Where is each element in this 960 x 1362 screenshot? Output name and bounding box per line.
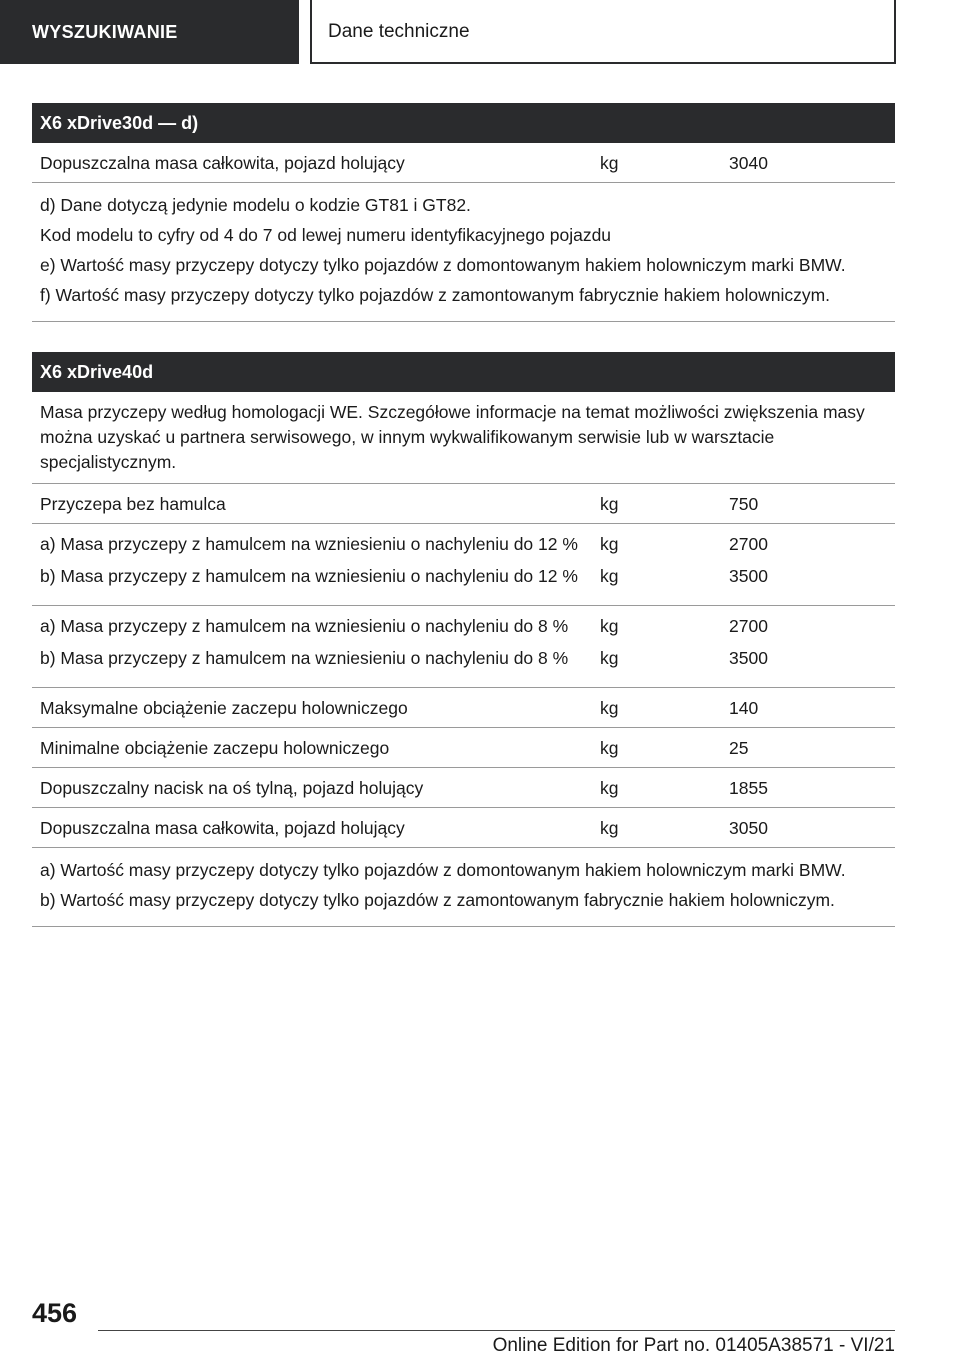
footnotes xyxy=(32,183,895,322)
row-unit xyxy=(600,533,729,597)
row-value xyxy=(729,615,895,679)
row-unit-b: kg xyxy=(600,566,619,586)
footnote: a) Wartość masy przyczepy dotyczy tylko pojazdów z domontowanym hakiem holowniczym marki BMW. xyxy=(40,860,846,880)
content xyxy=(32,103,895,927)
table-row xyxy=(32,524,895,606)
row-value: 1855 xyxy=(729,778,768,798)
row-value-b: 3500 xyxy=(729,648,768,668)
row-unit-b: kg xyxy=(600,648,619,668)
row-value: 140 xyxy=(729,698,759,718)
footnote: b) Wartość masy przyczepy dotyczy tylko pojazdów z zamontowanym fabrycznie hakiem holowniczym. xyxy=(40,890,835,910)
row-label-a: a) Masa przyczepy z hamulcem na wzniesieniu o nachyleniu do 8 % xyxy=(40,616,569,636)
footnote: d) Dane dotyczą jedynie modelu o kodzie GT81 i GT82. xyxy=(40,195,471,215)
footnote: Kod modelu to cyfry od 4 do 7 od lewej numeru identyfikacyjnego pojazdu xyxy=(40,225,612,245)
row-value: 750 xyxy=(729,494,759,514)
table-row xyxy=(32,688,895,728)
section-description: Masa przyczepy według homologacji WE. Szczegółowe informacje na temat możliwości zwiększenia masy można uzyskać u partnera serwisowego, w innym wykwalifikowanym serwisie lub w warsztacie specjalistycznym. xyxy=(32,392,895,484)
row-label: Dopuszczalny nacisk na oś tylną, pojazd holujący xyxy=(40,778,424,798)
table-row xyxy=(32,728,895,768)
row-label xyxy=(40,615,600,679)
row-value: 25 xyxy=(729,738,749,758)
row-label: Maksymalne obciążenie zaczepu holowniczego xyxy=(40,698,408,718)
row-value-a: 2700 xyxy=(729,616,768,636)
page-number: 456 xyxy=(32,1298,78,1328)
footer-divider xyxy=(98,1330,895,1331)
footer-edition xyxy=(280,1333,895,1359)
row-value-b: 3500 xyxy=(729,566,768,586)
row-unit: kg xyxy=(600,778,619,798)
row-value: 3050 xyxy=(729,818,768,838)
row-value xyxy=(729,533,895,597)
section-header-xdrive30d: X6 xDrive30d — d) xyxy=(32,103,895,143)
footnote: f) Wartość masy przyczepy dotyczy tylko pojazdów z zamontowanym fabrycznie hakiem holowniczym. xyxy=(40,285,831,305)
row-label: Dopuszczalna masa całkowita, pojazd holujący xyxy=(40,818,405,838)
search-tab[interactable]: WYSZUKIWANIE xyxy=(0,0,299,64)
row-unit: kg xyxy=(600,698,619,718)
row-unit-a: kg xyxy=(600,534,619,554)
row-label-b: b) Masa przyczepy z hamulcem na wzniesieniu o nachyleniu do 12 % xyxy=(40,566,578,586)
edition-text: Online Edition for Part no. 01405A38571 - VI/21 xyxy=(492,1335,895,1356)
top-bar xyxy=(0,0,960,66)
row-unit: kg xyxy=(600,738,619,758)
section-title-tab[interactable]: Dane techniczne xyxy=(310,0,896,64)
section-header-xdrive40d: X6 xDrive40d xyxy=(32,352,895,392)
row-label-a: a) Masa przyczepy z hamulcem na wzniesieniu o nachyleniu do 12 % xyxy=(40,534,578,554)
table-row xyxy=(32,143,895,183)
row-label-b: b) Masa przyczepy z hamulcem na wzniesieniu o nachyleniu do 8 % xyxy=(40,648,569,668)
row-label: Przyczepa bez hamulca xyxy=(40,494,226,514)
table-row xyxy=(32,808,895,848)
row-unit: kg xyxy=(600,153,619,173)
footnote: e) Wartość masy przyczepy dotyczy tylko pojazdów z domontowanym hakiem holowniczym marki BMW. xyxy=(40,255,846,275)
row-label: Dopuszczalna masa całkowita, pojazd holujący xyxy=(40,153,405,173)
table-row xyxy=(32,768,895,808)
row-unit xyxy=(600,615,729,679)
row-value: 3040 xyxy=(729,153,768,173)
row-unit: kg xyxy=(600,818,619,838)
row-label: Minimalne obciążenie zaczepu holowniczego xyxy=(40,738,390,758)
row-unit-a: kg xyxy=(600,616,619,636)
table-row xyxy=(32,606,895,688)
row-label xyxy=(40,533,600,597)
table-row xyxy=(32,484,895,524)
row-value-a: 2700 xyxy=(729,534,768,554)
footnotes xyxy=(32,848,895,927)
row-unit: kg xyxy=(600,494,619,514)
